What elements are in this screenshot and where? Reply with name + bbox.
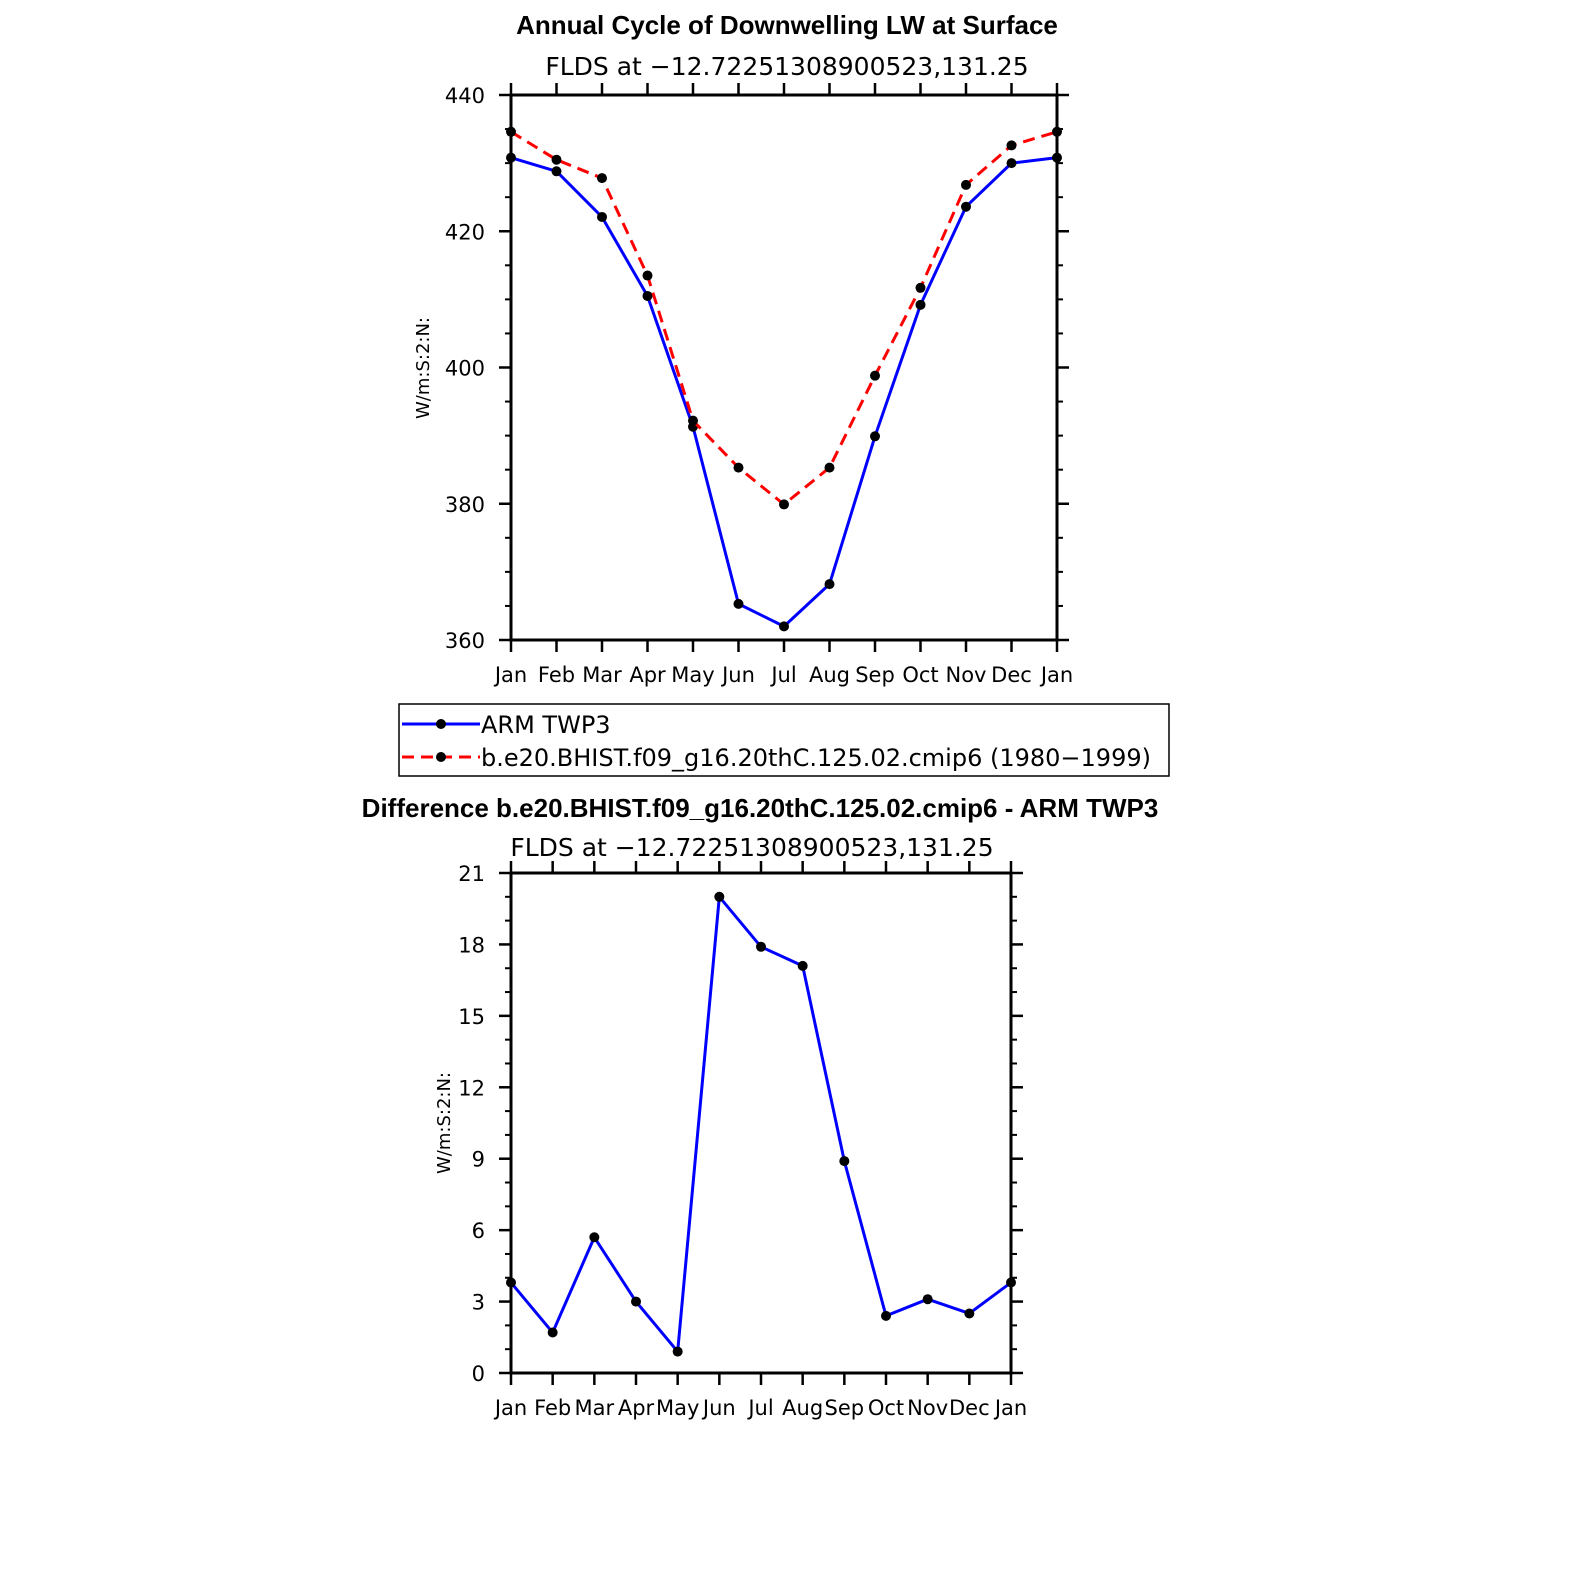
data-point-0-2 — [597, 212, 607, 222]
x-tick-label-aug: Aug — [808, 663, 851, 687]
data-point-0-10 — [923, 1294, 933, 1304]
x-tick-label-sep: Sep — [855, 663, 895, 687]
data-point-0-4 — [673, 1347, 683, 1357]
data-point-0-5 — [714, 892, 724, 902]
data-point-0-10 — [961, 202, 971, 212]
x-tick-label-jul: Jul — [748, 1396, 774, 1420]
data-point-1-9 — [916, 283, 926, 293]
legend-label-arm-twp3: ARM TWP3 — [481, 711, 611, 739]
x-tick-labels — [493, 1396, 1027, 1420]
data-point-1-11 — [1007, 140, 1017, 150]
y-tick-label-15: 15 — [458, 1004, 485, 1029]
x-tick-label-dec: Dec — [949, 1396, 990, 1420]
x-tick-label-may: May — [671, 663, 715, 687]
x-tick-label-aug: Aug — [782, 1396, 824, 1420]
data-point-1-8 — [870, 371, 880, 381]
x-tick-label-jan: Jan — [494, 663, 528, 687]
y-tick-label-360: 360 — [444, 629, 485, 653]
y-tick-labels — [445, 84, 485, 653]
data-point-0-1 — [548, 1328, 558, 1338]
data-point-0-3 — [631, 1297, 641, 1307]
x-tick-label-jan: Jan — [494, 1396, 528, 1420]
x-tick-label-feb: Feb — [537, 663, 576, 687]
data-point-0-7 — [825, 579, 835, 589]
difference-chart — [362, 793, 1159, 1420]
series-line-1 — [511, 132, 1057, 505]
x-tick-label-apr: Apr — [617, 1396, 655, 1420]
y-tick-label-3: 3 — [471, 1290, 485, 1315]
data-point-0-8 — [839, 1156, 849, 1166]
x-tick-label-dec: Dec — [991, 663, 1032, 687]
chart-title: Annual Cycle of Downwelling LW at Surface — [516, 10, 1058, 40]
y-tick-label-6: 6 — [471, 1219, 485, 1244]
x-tick-label-oct: Oct — [867, 1396, 905, 1420]
y-tick-label-0: 0 — [471, 1362, 485, 1386]
x-tick-label-sep: Sep — [824, 1396, 865, 1420]
y-axis-label: W/m:S:2:N: — [434, 1072, 455, 1174]
x-tick-label-may: May — [655, 1396, 700, 1420]
y-tick-labels — [458, 862, 485, 1386]
data-point-0-9 — [916, 300, 926, 310]
x-tick-label-jan-end: Jan — [1040, 663, 1074, 687]
y-tick-label-18: 18 — [458, 933, 485, 958]
x-tick-label-oct: Oct — [902, 663, 939, 687]
data-point-1-6 — [779, 499, 789, 509]
y-axis-label: W/m:S:2:N: — [413, 317, 434, 419]
data-point-0-11 — [1007, 158, 1017, 168]
y-tick-label-12: 12 — [458, 1076, 485, 1101]
data-point-1-1 — [552, 155, 562, 165]
data-point-1-7 — [825, 463, 835, 473]
series-line-0 — [511, 158, 1057, 627]
data-point-0-6 — [756, 942, 766, 952]
y-tick-label-420: 420 — [444, 220, 485, 245]
data-point-0-3 — [643, 291, 653, 301]
x-tick-label-mar: Mar — [574, 1396, 615, 1420]
plot-series — [506, 892, 1016, 1357]
x-tick-label-jun: Jun — [722, 663, 755, 687]
y-tick-label-21: 21 — [458, 862, 485, 886]
data-point-0-9 — [881, 1311, 891, 1321]
x-tick-label-apr: Apr — [629, 663, 666, 687]
plot-frame — [511, 95, 1057, 640]
legend-marker-model — [436, 752, 446, 762]
plot-series — [506, 127, 1062, 632]
data-point-1-2 — [597, 173, 607, 183]
data-point-0-6 — [779, 621, 789, 631]
legend-entry-model — [402, 744, 1151, 772]
y-tick-label-380: 380 — [444, 492, 485, 517]
y-tick-label-440: 440 — [444, 84, 485, 108]
series-line-0 — [511, 897, 1011, 1352]
x-tick-labels — [493, 663, 1073, 687]
x-tick-label-nov: Nov — [945, 663, 987, 687]
chart-subtitle: FLDS at −12.72251308900523,131.25 — [545, 52, 1029, 81]
legend-label-model: b.e20.BHIST.f09_g16.20thC.125.02.cmip6 (1980−1999) — [481, 744, 1151, 772]
x-tick-label-jul: Jul — [771, 663, 797, 687]
data-point-1-3 — [643, 271, 653, 281]
annual-cycle-chart — [413, 10, 1073, 687]
data-point-0-11 — [964, 1308, 974, 1318]
data-point-0-5 — [734, 599, 744, 609]
x-tick-label-nov: Nov — [907, 1396, 949, 1420]
y-tick-label-400: 400 — [444, 356, 485, 381]
legend — [399, 704, 1169, 776]
data-point-0-7 — [798, 961, 808, 971]
data-point-1-4 — [688, 416, 698, 426]
data-point-1-10 — [961, 180, 971, 190]
chart-subtitle: FLDS at −12.72251308900523,131.25 — [510, 833, 994, 862]
legend-marker-arm-twp3 — [436, 719, 446, 729]
data-point-0-2 — [589, 1232, 599, 1242]
x-tick-label-jun: Jun — [702, 1396, 736, 1420]
data-point-0-8 — [870, 431, 880, 441]
data-point-1-5 — [734, 463, 744, 473]
data-point-0-1 — [552, 166, 562, 176]
x-tick-label-jan-end: Jan — [994, 1396, 1028, 1420]
chart-title: Difference b.e20.BHIST.f09_g16.20thC.125.02.cmip6 - ARM TWP3 — [361, 793, 1159, 823]
x-tick-label-mar: Mar — [582, 663, 622, 687]
y-tick-label-9: 9 — [471, 1147, 485, 1172]
x-tick-label-feb: Feb — [534, 1396, 572, 1420]
